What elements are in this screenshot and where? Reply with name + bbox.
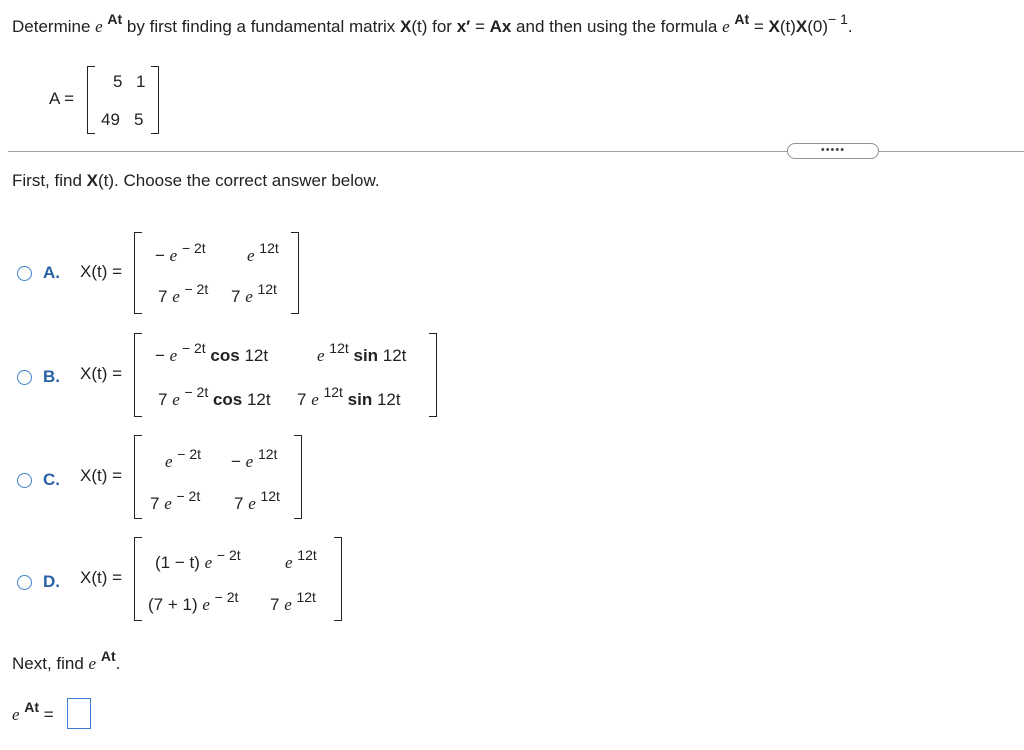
option-b-r2c2: 7 e $^{12t}$ sin 12t <box>297 384 401 409</box>
more-button[interactable]: ••••• <box>787 143 879 159</box>
option-b-label: X(t) = <box>80 364 123 383</box>
option-c-bracket-left <box>134 435 142 519</box>
option-b-bracket-right <box>429 333 437 417</box>
matrix-a-bracket-right <box>151 66 159 134</box>
option-c-r1c1: e $^{- 2t}$ <box>165 446 202 471</box>
option-b-r1c1: − e $^{- 2t}$ cos 12t <box>155 340 269 365</box>
option-b-r2c1: 7 e $^{- 2t}$ cos 12t <box>158 384 271 409</box>
option-c-bracket-right <box>294 435 302 519</box>
option-d-radio[interactable] <box>17 575 32 590</box>
answer-input[interactable] <box>67 698 91 729</box>
matrix-a-bracket-left <box>87 66 95 134</box>
option-b-bracket-left <box>134 333 142 417</box>
question-text: Determine e $^{At}$ by first finding a fundamental matrix X(t) for x′ = Ax and then using the formula e $^{At} = X(t)X(0)^{- 1}$. <box>12 11 853 36</box>
option-a-letter: A. <box>43 263 60 282</box>
option-c-letter: C. <box>43 470 60 489</box>
option-b-radio[interactable] <box>17 370 32 385</box>
matrix-a-label: A = <box>49 89 75 108</box>
matrix-a-cell: 5 <box>134 110 144 129</box>
part1-prompt: First, find X(t). Choose the correct answer below. <box>12 171 380 190</box>
option-d-r2c2: 7 e $^{12t}$ <box>270 589 316 614</box>
option-b-r1c2: e $^{12t}$ sin 12t <box>317 340 407 365</box>
option-c-r2c2: 7 e $^{12t}$ <box>234 488 280 513</box>
matrix-a-cell: 49 <box>101 110 120 129</box>
option-a-bracket-right <box>291 232 299 314</box>
matrix-a-cell: 1 <box>136 72 146 91</box>
option-b-letter: B. <box>43 367 60 386</box>
option-a-r1c2: e $^{12t}$ <box>247 240 279 265</box>
option-c-r1c2: − e $^{12t}$ <box>231 446 278 471</box>
option-d-r1c1: (1 − t) e $^{- 2t}$ <box>155 547 241 572</box>
option-a-r1c1: − e $^{- 2t}$ <box>155 240 206 265</box>
option-a-r2c1: 7 e $^{- 2t}$ <box>158 281 209 306</box>
option-d-r2c1: (7 + 1) e $^{- 2t}$ <box>148 589 239 614</box>
option-a-label: X(t) = <box>80 262 123 281</box>
option-a-bracket-left <box>134 232 142 314</box>
option-d-bracket-right <box>334 537 342 621</box>
answer-label: e $^{At}$ = <box>12 699 54 724</box>
option-d-label: X(t) = <box>80 568 123 587</box>
option-d-letter: D. <box>43 572 60 591</box>
option-a-radio[interactable] <box>17 266 32 281</box>
matrix-a-cell: 5 <box>113 72 123 91</box>
option-c-radio[interactable] <box>17 473 32 488</box>
option-d-r1c2: e $^{12t}$ <box>285 547 317 572</box>
part2-prompt: Next, find e $^{At}$. <box>12 648 121 673</box>
option-c-r2c1: 7 e $^{- 2t}$ <box>150 488 201 513</box>
option-d-bracket-left <box>134 537 142 621</box>
option-c-label: X(t) = <box>80 466 123 485</box>
option-a-r2c2: 7 e $^{12t}$ <box>231 281 277 306</box>
